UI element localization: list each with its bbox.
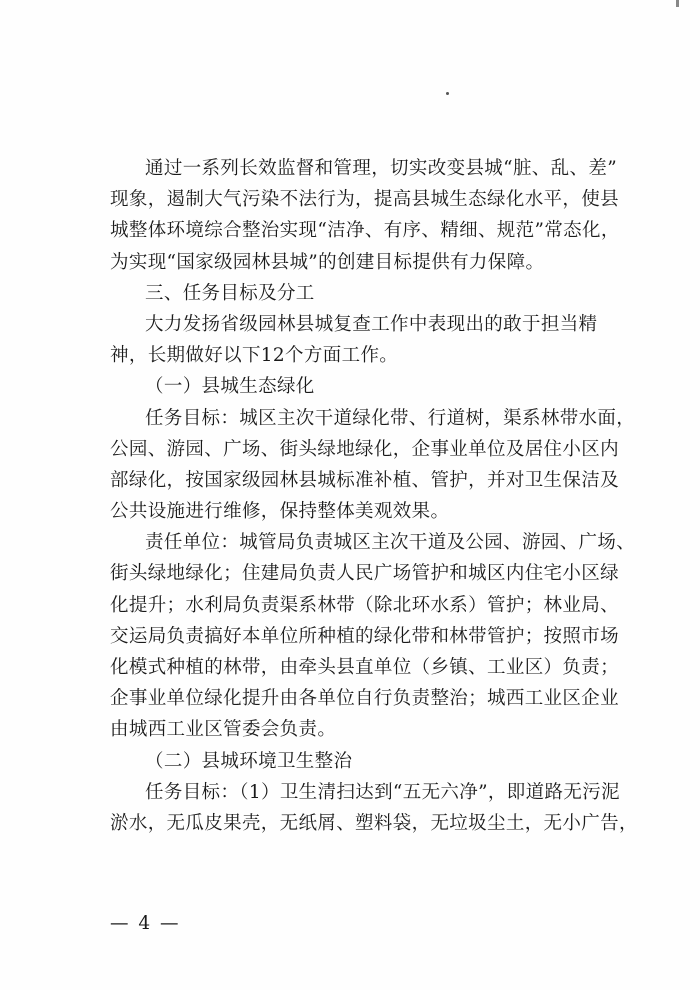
paragraph-1-line-1: 通过一系列长效监督和管理，切实改变县城“脏、乱、差” xyxy=(145,158,618,179)
subheading-1: （一）县城生态绿化 xyxy=(145,376,315,398)
paragraph-1-line-3: 城整体环境综合整治实现“洁净、有序、精细、规范”常态化， xyxy=(110,220,620,242)
paragraph-5-line-2: 淤水，无瓜皮果壳，无纸屑、塑料袋，无垃圾尘土，无小广告， xyxy=(110,812,638,834)
scan-speck xyxy=(446,92,449,95)
body-text xyxy=(110,153,638,839)
paragraph-5-line-1: 任务目标：（1）卫生清扫达到“五无六净”，即道路无污泥 xyxy=(145,781,620,803)
paragraph-4-line-6: 企事业单位绿化提升由各单位自行负责整治；城西工业区企业 xyxy=(110,688,619,710)
paragraph-3-line-2: 公园、游园、广场、街头绿地绿化，企事业单位及居住小区内 xyxy=(110,438,619,460)
paragraph-3-line-4: 公共设施进行维修，保持整体美观效果。 xyxy=(110,501,450,523)
paragraph-1-line-2: 现象，遏制大气污染不法行为，提高县城生态绿化水平，使县 xyxy=(110,189,619,211)
paragraph-2-line-2: 神，长期做好以下12个方面工作。 xyxy=(110,345,399,367)
paragraph-4-line-2: 街头绿地绿化；住建局负责人民广场管护和城区内住宅小区绿 xyxy=(110,563,619,585)
paragraph-4-line-3: 化提升；水利局负责渠系林带（除北环水系）管护；林业局、 xyxy=(110,594,619,616)
paragraph-4-line-4: 交运局负责搞好本单位所种植的绿化带和林带管护；按照市场 xyxy=(110,625,619,647)
paragraph-4-line-7: 由城西工业区管委会负责。 xyxy=(110,719,337,741)
paragraph-4-line-5: 化模式种植的林带，由牵头县直单位（乡镇、工业区）负责； xyxy=(110,657,619,678)
page-number: — 4 — xyxy=(110,913,181,934)
scan-mark xyxy=(676,0,679,7)
section-heading-3: 三、任务目标及分工 xyxy=(145,282,315,304)
paragraph-1-line-4: 为实现“国家级园林县城”的创建目标提供有力保障。 xyxy=(110,251,545,273)
paragraph-4-line-1: 责任单位：城管局负责城区主次干道及公园、游园、广场、 xyxy=(145,532,636,554)
paragraph-3-line-3: 部绿化，按国家级园林县城标准补植、管护，并对卫生保洁及 xyxy=(110,469,619,491)
paragraph-3-line-1: 任务目标：城区主次干道绿化带、行道树，渠系林带水面， xyxy=(145,407,636,429)
paragraph-2-line-1: 大力发扬省级园林县城复查工作中表现出的敢于担当精 xyxy=(145,313,598,335)
subheading-2: （二）县城环境卫生整治 xyxy=(145,750,353,772)
